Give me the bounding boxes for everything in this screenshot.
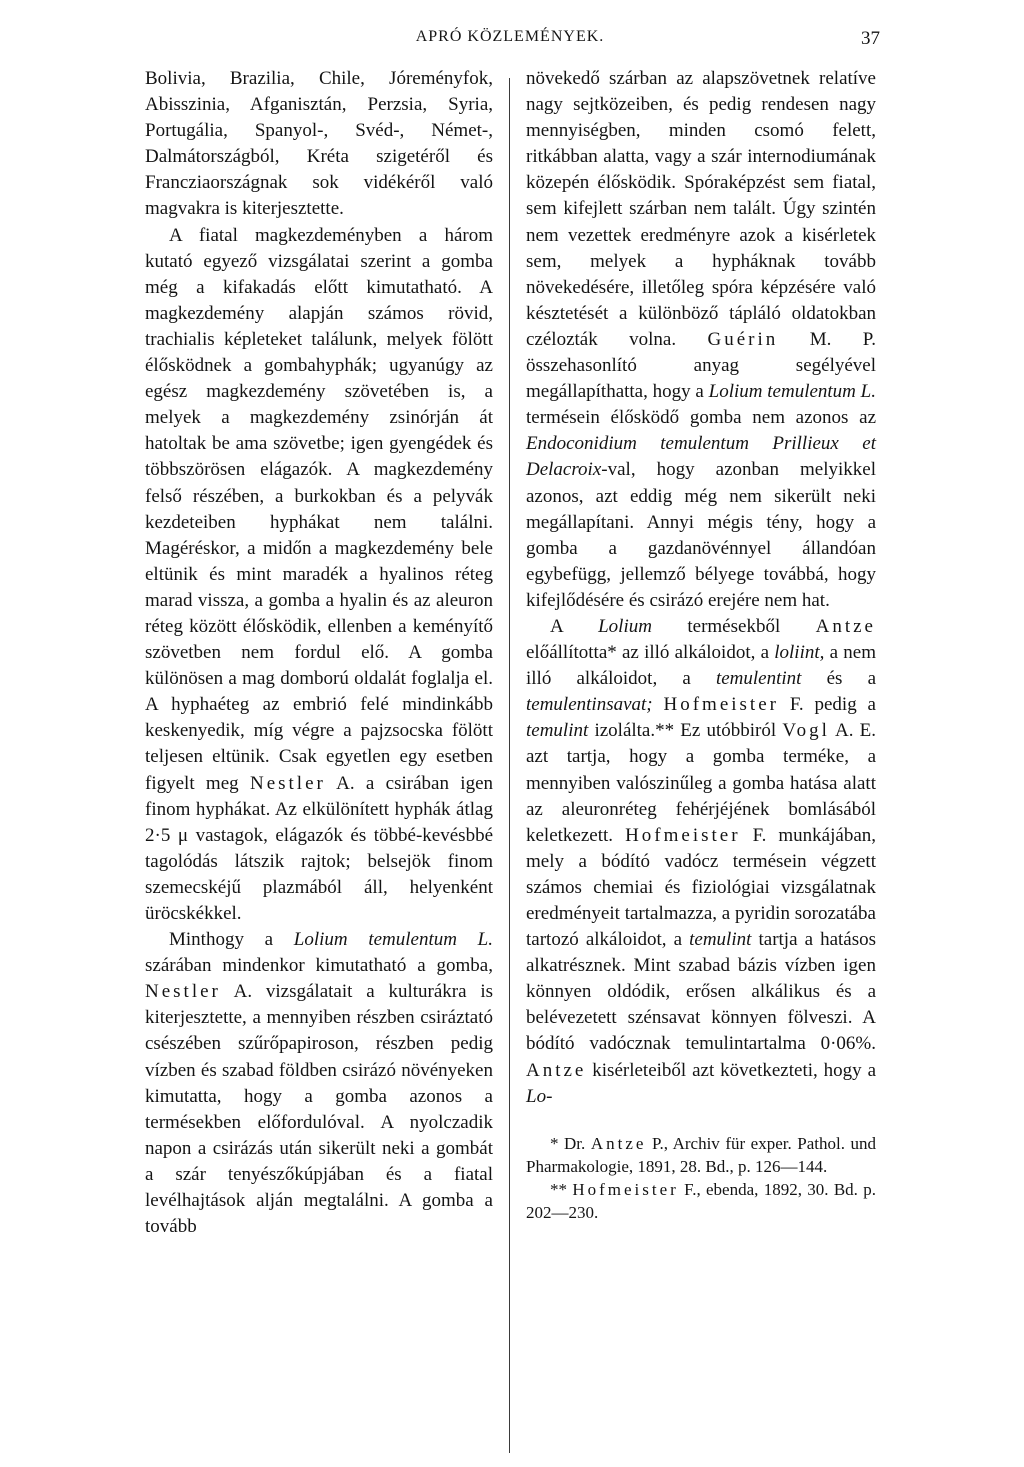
- right-column: [526, 66, 876, 1224]
- text-run: F. pedig a: [789, 694, 876, 716]
- footnote-text: P., Archiv für exper. Pathol. und Pharmakologie, 1891, 28. Bd., p. 126—144.: [526, 1133, 877, 1176]
- compound-name: temulentinsavat;: [526, 694, 653, 716]
- author-name: Antze: [815, 615, 876, 637]
- species-name: Lolium temulentum L.: [293, 929, 494, 951]
- text-run: A. E. azt tartja, hogy a gomba terméke, a mennyiben valószinűleg a gomba hatása alatt az aleuronréteg fehérjéjének bomlásából keletkezett.: [526, 720, 877, 846]
- text-run: előállította* az illó alkáloidot, a: [526, 642, 770, 664]
- author-name: Hofmeister: [572, 1179, 679, 1199]
- page-number: 37: [861, 28, 880, 49]
- text-run: izolálta.** Ez utóbbiról: [594, 720, 777, 742]
- paragraph-seed-embryo: [145, 223, 493, 928]
- text-run: a nem illó alkáloidot, a: [526, 642, 877, 690]
- species-name: Endoconidium temulentum Prillieux et Delacroix: [526, 433, 876, 481]
- author-name: Nestler: [249, 772, 326, 794]
- species-name: Lo-: [526, 1085, 553, 1107]
- footnote-text: F., ebenda, 1892, 30. Bd. p. 202—230.: [526, 1179, 876, 1222]
- author-name: Antze: [590, 1133, 647, 1153]
- author-name: Hofmeister: [625, 824, 741, 846]
- text-run: termésekből: [687, 615, 781, 637]
- author-name: Vogl: [782, 720, 830, 742]
- footnote-1: [526, 1132, 876, 1178]
- footnote-marker: **: [550, 1179, 567, 1199]
- footnote-marker: * Dr.: [550, 1133, 586, 1153]
- author-name: Guérin: [707, 328, 779, 350]
- text-run: növekedő szárban az alapszövetnek relatíve nagy sejtközeiben, és pedig rendesen nagy mennyiségben, minden csomó felett, ritkábban alatta, vagy a szár internodiumának közepén élősködik. Spóraképzést sem fiatal, sem kifejlett szárban nem talált. Úgy szintén nem vezettek eredményre azok a kisérletek sem, melyek a hypháknak tovább növekedésére, illetőleg spóra képzésére való késztetését a különböző tápláló oldatokban czélozták volna.: [526, 68, 876, 350]
- author-name: Antze: [526, 1059, 587, 1081]
- text-run: Minthogy a: [169, 929, 274, 951]
- footnote-2: [526, 1178, 876, 1224]
- text-run: -val, hogy azonban melyikkel azonos, azt eddig még nem sikerült neki megállapítani. Annyi mégis tény, hogy a gomba a gazdanövénnyel állandóan egybefügg, jellemző bélyege továbbá, hogy kifejlődésére és csirázó erejére nem hat.: [526, 459, 876, 611]
- author-name: Nestler: [145, 981, 221, 1003]
- left-column: [145, 66, 493, 1240]
- paragraph-countries: Bolivia, Brazilia, Chile, Jóreményfok, Abisszinia, Afganisztán, Perzsia, Syria, Portugália, Spanyol-, Svéd-, Német-, Dalmátországból, Kréta szigetéről és Francziaországnak sok vidékéről való magvakra is kiterjesztette.: [145, 68, 493, 220]
- text-run: kisérleteiből azt következteti, hogy a: [592, 1059, 876, 1081]
- compound-name: temulint: [526, 720, 589, 742]
- compound-name: temulentint: [715, 668, 802, 690]
- footnotes: [526, 1132, 876, 1224]
- running-head: [140, 28, 880, 56]
- species-name: Lolium temulentum L.: [708, 381, 876, 403]
- text-run: és a: [826, 668, 877, 690]
- paragraph-stem-growth: [526, 66, 876, 614]
- compound-name: loliint,: [774, 642, 825, 664]
- text-run: termésein élősködő gomba nem azonos az: [526, 407, 876, 429]
- compound-name: temulint: [689, 929, 752, 951]
- text-run: F. munkájában, mely a bódító vadócz termésein végzett számos chemiai és fiziológiai vizsgálatnak eredményeit tartalmazza, a pyridin sorozatába tartozó alkáloidot, a: [526, 824, 877, 951]
- paragraph-culture: [145, 927, 493, 1240]
- text-run: A: [550, 615, 563, 637]
- text-run: szárában mindenkor kimutatható a gomba,: [145, 955, 493, 977]
- author-name: Hofmeister: [663, 694, 779, 716]
- text-run: A. vizsgálatait a kulturákra is kiterjesztette, a mennyiben részben csiráztató csészében szűrőpapiroson, részben pedig vízben és szabad földben csirázó növényeken kimutatta, hogy a gomba azonos a termésekben előfordulóval. A nyolczadik napon a csirázás után sikerült neki a gombát a szár tenyészőkúpjában és a fiatal levélhajtások alján megtalálni. A gomba a tovább: [145, 981, 493, 1238]
- text-run: M. P. összehasonlító anyag segélyével megállapíthatta, hogy a: [526, 328, 876, 403]
- species-name: Lolium: [598, 615, 652, 637]
- text-run: A. a csirában igen finom hyphákat. Az elkülönített hyphák átlag 2·5 μ vastagok, elágazók és többé-kevésbbé tagolódás látszik rajtok; belsejök finom szemecskéjű plazmából áll, helyenként üröcskékkel.: [145, 772, 494, 924]
- running-title: APRÓ KÖZLEMÉNYEK.: [415, 28, 605, 45]
- column-divider: [509, 78, 510, 1453]
- paragraph-alkaloids: [526, 614, 876, 1110]
- text-run: tartja a hatásos alkatrésznek. Mint szabad bázis vízben igen könnyen oldódik, erősen alkálikus és a belévezetett szénsavat könnyen fölveszi. A bódító vadócznak temulintartalma 0·06%.: [526, 929, 877, 1055]
- text-run: A fiatal magkezdeményben a három kutató egyező vizsgálatai szerint a gomba még a kifakadás előtt kimutatható. A magkezdemény alapján számos rövid, trachialis képleteket találunk, melyek fölött élősködnek a gombahyphák; ugyanúgy az egész magkezdemény szövetében is, a melyek a magkezdemény zsinórján át hatoltak be ama szövetbe; igen gyengédek és többszörösen elágazók. A magkezdemény felső részében, a burkokban és a pelyvák kezdeteiben hyphákat nem találni. Magéréskor, a midőn a magkezdemény bele eltünik és mint maradék a hyalinos réteg marad vissza, a gomba a hyalin és az aleuron réteg között élősködik, ellenben a keményítő szövetben nem fordul elő. A gomba különösen a mag domború oldalát foglalja el. A hyphaéteg az embrió felé mindinkább keskenyedik, míg végre a pajzsocska fölött teljesen eltünik. Csak egyetlen egy esetben figyelt meg: [145, 224, 493, 794]
